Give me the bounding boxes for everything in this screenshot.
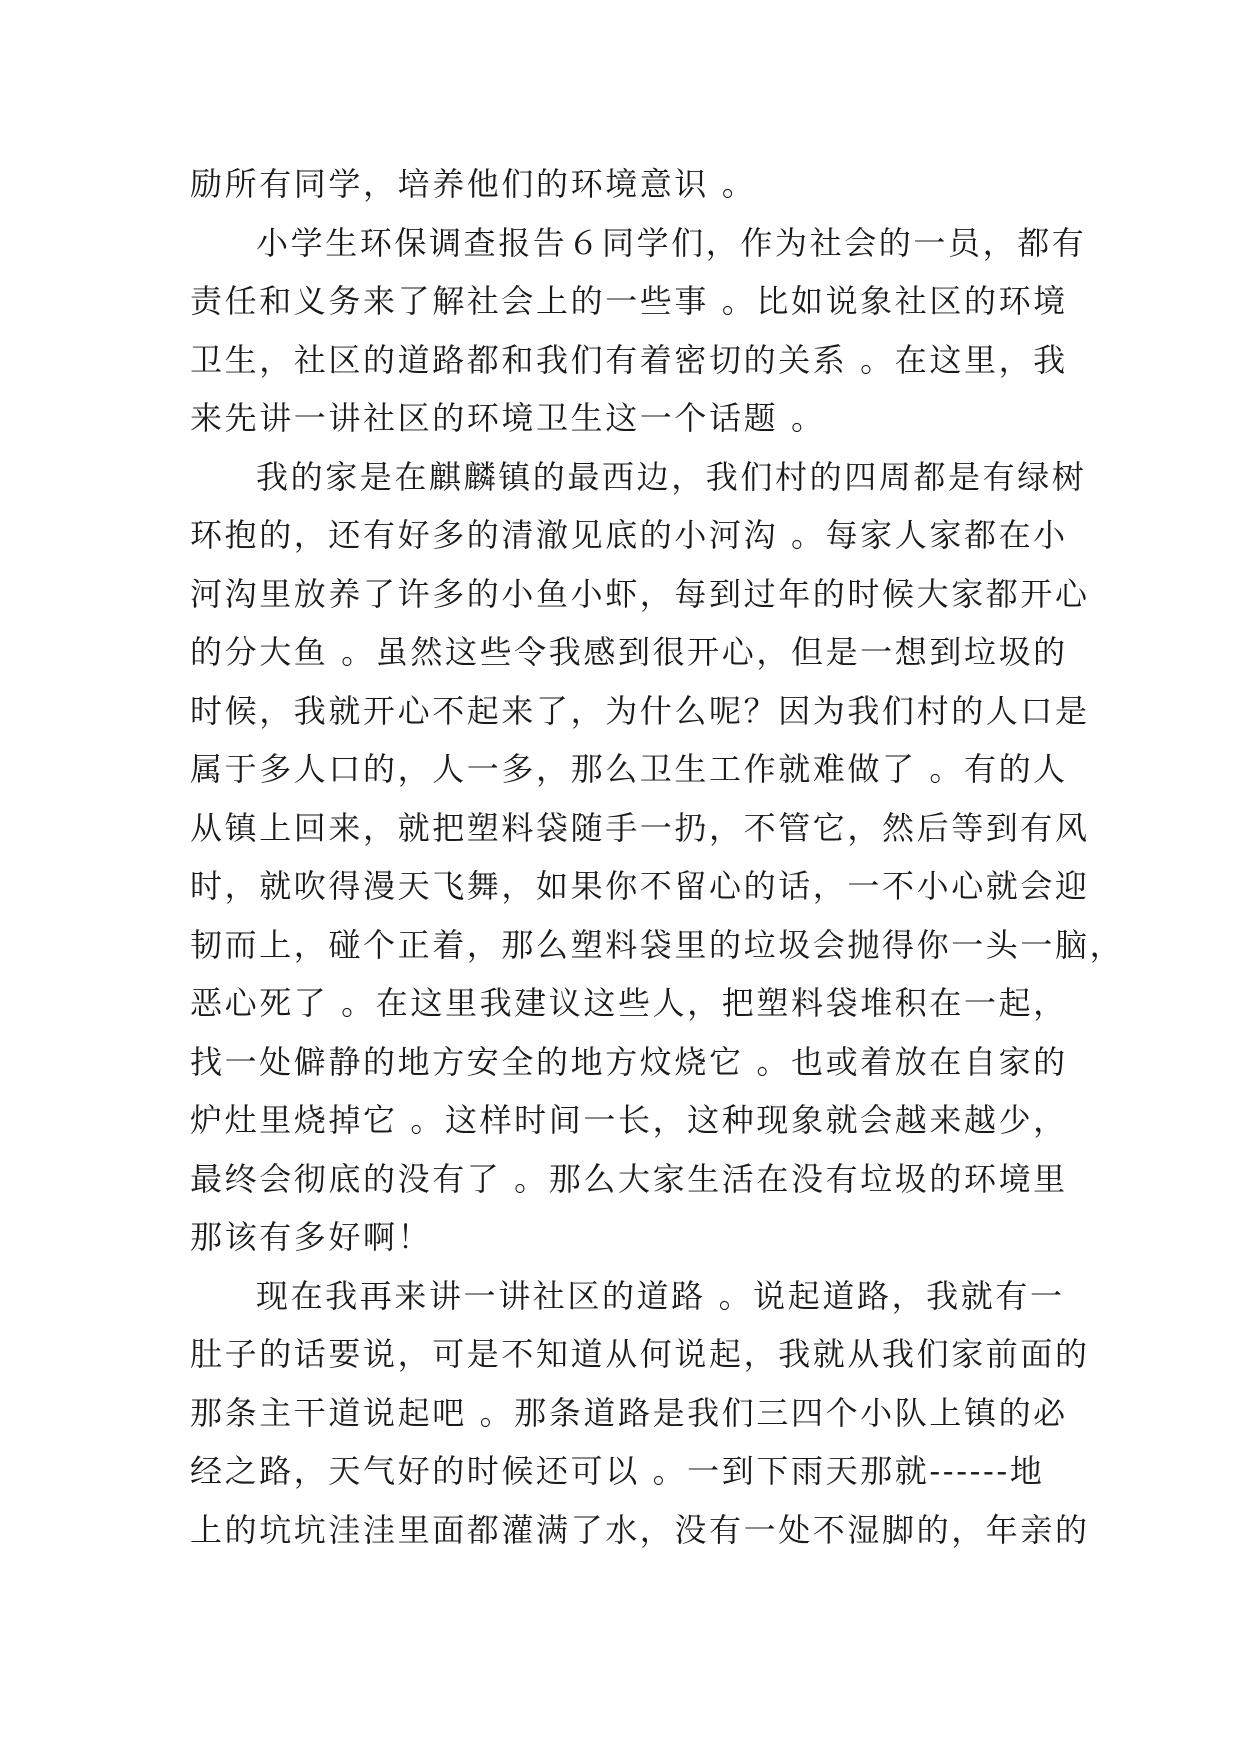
- text-line: 从镇上回来，就把塑料袋随手一扔，不管它，然后等到有风: [190, 808, 1090, 847]
- text-line: 来先讲一讲社区的环境卫生这一个话题 。: [190, 399, 826, 437]
- text-line: 最终会彻底的没有了 。那么大家生活在没有垃圾的环境里: [190, 1159, 1068, 1198]
- text-line: 现在我再来讲一讲社区的道路 。说起道路，我就有一: [256, 1276, 1065, 1315]
- text-line: 时，就吹得漫天飞舞，如果你不留心的话，一不小心就会迎: [190, 867, 1090, 905]
- text-line: 经之路，天气好的时候还可以 。一到下雨天那就------地: [190, 1452, 1045, 1490]
- text-line: 责任和义务来了解社会上的一些事 。比如说象社区的环境: [190, 282, 1068, 320]
- text-line: 找一处僻静的地方安全的地方炆烧它 。也或着放在自家的: [190, 1042, 1068, 1081]
- text-line: 属于多人口的，人一多，那么卫生工作就难做了 。有的人: [190, 750, 1068, 788]
- text-line: 炉灶里烧掉它 。这样时间一长，这种现象就会越来越少，: [190, 1101, 1068, 1139]
- text-line: 的分大鱼 。虽然这些令我感到很开心，但是一想到垃圾的: [190, 633, 1068, 671]
- text-line: 环抱的，还有好多的清澈见底的小河沟 。每家人家都在小: [190, 516, 1068, 554]
- text-line: 上的坑坑洼洼里面都灌满了水，没有一处不湿脚的，年亲的: [190, 1510, 1090, 1549]
- text-line: 恶心死了 。在这里我建议这些人，把塑料袋堆积在一起，: [190, 984, 1068, 1022]
- text-line: 小学生环保调查报告６同学们，作为社会的一员，都有: [256, 223, 1087, 262]
- text-line: 河沟里放养了许多的小鱼小虾，每到过年的时候大家都开心: [190, 574, 1090, 613]
- text-line: 那该有多好啊！: [190, 1218, 433, 1256]
- text-line: 时候，我就开心不起来了，为什么呢？因为我们村的人口是: [190, 691, 1090, 730]
- text-line: 我的家是在麒麟镇的最西边，我们村的四周都是有绿树: [256, 457, 1087, 496]
- text-line: 卫生，社区的道路都和我们有着密切的关系 。在这里，我: [190, 340, 1068, 379]
- text-line: 肚子的话要说，可是不知道从何说起，我就从我们家前面的: [190, 1335, 1090, 1373]
- document-body: [190, 155, 1125, 1559]
- text-line: 韧而上，碰个正着，那么塑料袋里的垃圾会抛得你一头一脑，: [190, 925, 1125, 964]
- text-line: 那条主干道说起吧 。那条道路是我们三四个小队上镇的必: [190, 1393, 1068, 1432]
- text-line: 励所有同学，培养他们的环境意识 。: [190, 165, 757, 203]
